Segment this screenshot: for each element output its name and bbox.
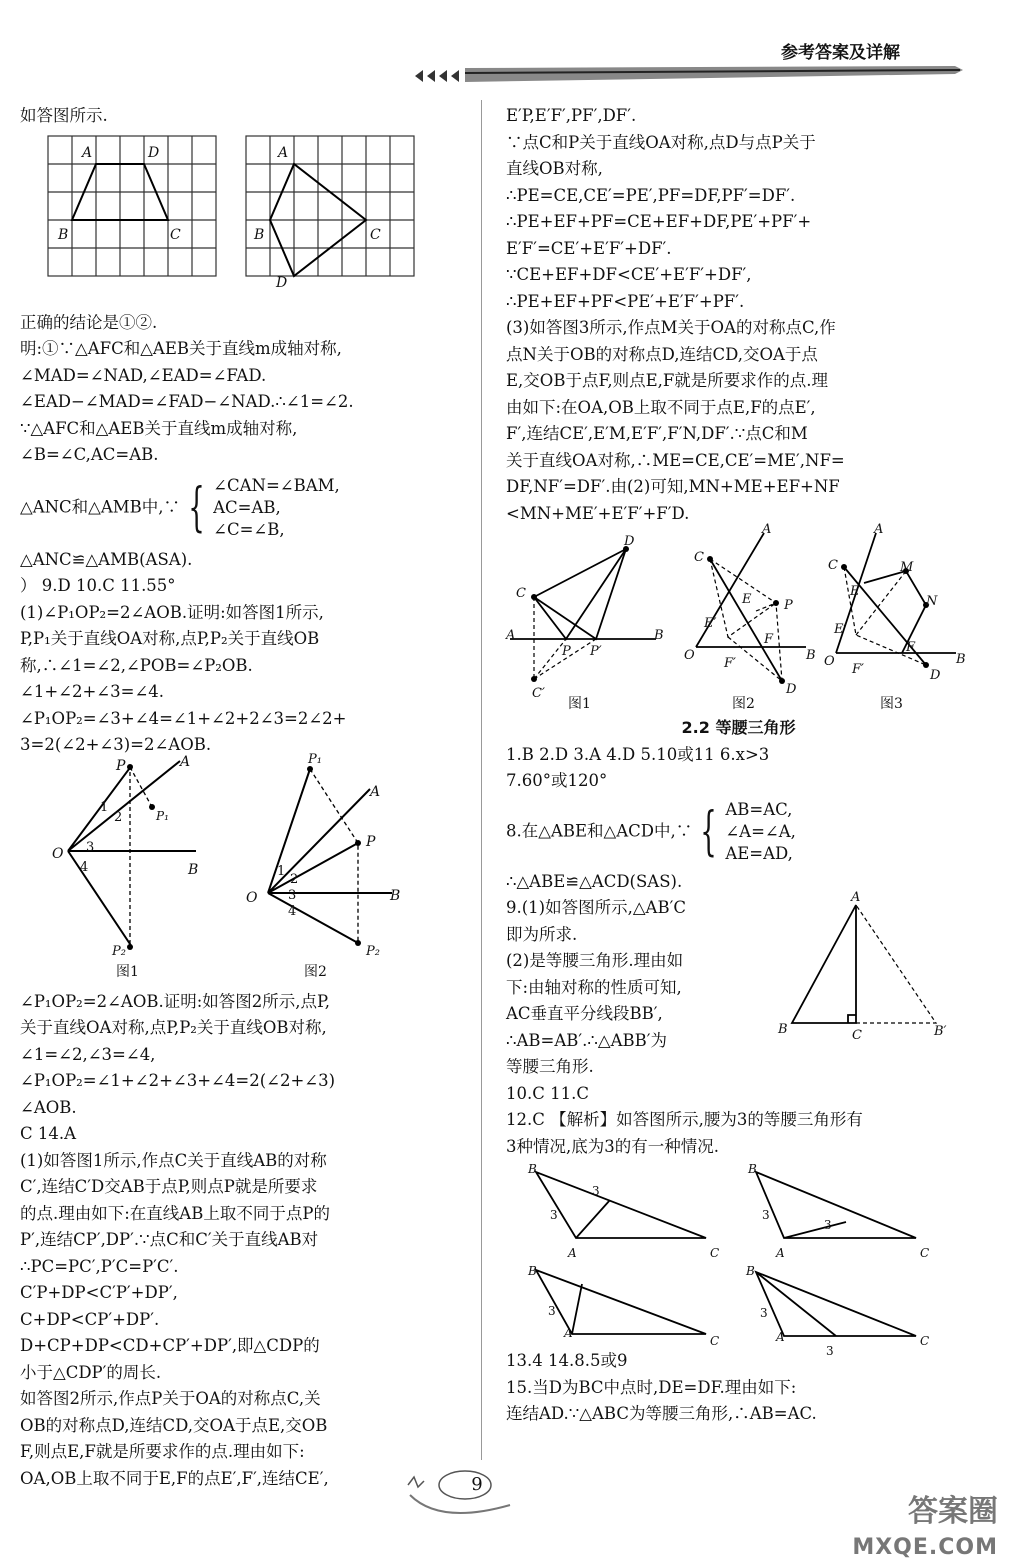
fig1-label: P	[562, 644, 571, 659]
fig1-label: P′	[590, 644, 602, 659]
system-line: ∠A=∠A,	[725, 821, 796, 841]
text-line: ∠B=∠C,AC=AB.	[20, 445, 159, 464]
iso-label: 3	[762, 1208, 770, 1222]
text-line: E,交OB于点F,则点E,F就是所要求作的点.理	[506, 371, 829, 390]
fig-caption: 图1	[116, 963, 139, 980]
grid2-label: B	[254, 226, 265, 243]
iso-label: C	[920, 1246, 930, 1260]
text-line: (1)如答图1所示,作点C关于直线AB的对称	[20, 1150, 327, 1170]
fig1-label: P	[116, 757, 126, 774]
iso-label: 3	[550, 1208, 558, 1222]
tri-label: B	[778, 1021, 788, 1037]
system-prefix: △ANC和△AMB中,∵	[20, 497, 181, 516]
text-line: 15.当D为BC中点时,DE=DF.理由如下:	[506, 1377, 797, 1397]
iso-label: C	[710, 1246, 720, 1260]
text-line: 由如下:在OA,OB上取不同于点E,F的点E′,	[506, 397, 816, 417]
fig1-label: 2	[114, 809, 123, 825]
text-line: 即为所求.	[506, 924, 578, 944]
text-line: 等腰三角形.	[506, 1057, 594, 1076]
iso-label: A	[776, 1246, 785, 1260]
system-line: AC=AB,	[213, 497, 281, 517]
text-line: E′P,E′F′,PF′,DF′.	[506, 106, 637, 125]
iso-label: A	[568, 1246, 577, 1260]
text-line: ∴PE+EF+PF=CE+EF+DF,PE′+PF′+	[506, 212, 812, 231]
text-line: ） 9.D 10.C 11.55°	[20, 576, 176, 595]
text-line: ∴PE=CE,CE′=PE′,PF=DF,PF′=DF′.	[506, 185, 796, 205]
grid2-label: D	[276, 274, 288, 291]
equation-system	[20, 475, 460, 541]
fig2-label: E′	[704, 616, 717, 631]
fig1-label: P₁	[156, 808, 169, 823]
fig3-label: N	[926, 594, 938, 609]
right-column	[506, 103, 971, 1428]
text-line: ∠1+∠2+∠3=∠4.	[20, 682, 165, 701]
text-line: ∠P₁OP₂=∠1+∠2+∠3+∠4=2(∠2+∠3)	[20, 1071, 336, 1090]
text-line: AC垂直平分线段BB′,	[506, 1004, 663, 1023]
fig2-label: A	[370, 783, 381, 800]
fig2-label: B	[806, 648, 816, 663]
text-line: ∴△ABE≌△ACD(SAS).	[506, 871, 683, 891]
text-line: 称,∴∠1=∠2,∠POB=∠P₂OB.	[20, 655, 253, 675]
grid1-label: D	[148, 144, 160, 161]
grid-figures	[20, 130, 460, 310]
text-line: 7.60°或120°	[506, 771, 608, 790]
text-line: 点N关于OB的对称点D,连结CD,交OA于点	[506, 344, 818, 364]
fig1-label: O	[52, 845, 64, 862]
text-line: 3种情况,底为3的有一种情况.	[506, 1136, 719, 1156]
text-line: 如答图所示.	[20, 106, 108, 125]
text-line: ∠AOB.	[20, 1097, 77, 1117]
fig2-label: O	[246, 889, 258, 906]
fig2-label: D	[786, 682, 797, 697]
system-line: ∠CAN=∠BAM,	[213, 475, 340, 495]
text-line: 1.B 2.D 3.A 4.D 5.10或11 6.x>3	[506, 744, 770, 764]
watermark-url: MXQE.COM	[852, 1535, 998, 1560]
column-divider	[481, 100, 482, 1460]
fig2-label: 1	[277, 863, 286, 879]
section-title: 2.2 等腰三角形	[681, 718, 796, 737]
iso-label: C	[710, 1334, 720, 1348]
text-line: C+DP<CP′+DP′.	[20, 1309, 160, 1329]
fig2-label: C	[694, 550, 704, 565]
text-line: ∠EAD−∠MAD=∠FAD−∠NAD.∴∠1=∠2.	[20, 392, 354, 411]
text-line: C 14.A	[20, 1124, 77, 1143]
fig3-label: E	[850, 584, 860, 599]
fig2-label: P₁	[308, 751, 322, 767]
grid1-label: A	[82, 144, 93, 161]
tri-label: A	[851, 889, 861, 905]
watermark-logo: 答案圈	[908, 1494, 998, 1529]
header-title: 参考答案及详解	[781, 43, 900, 63]
triangle-figure	[786, 899, 956, 1039]
text-line: 如答图2所示,作点P关于OA的对称点C,关	[20, 1389, 321, 1408]
page-number: 9	[471, 1474, 483, 1495]
text-line: P′,连结CP′,DP′.∵点C和C′关于直线AB对	[20, 1230, 319, 1249]
text-line: ∠1=∠2,∠3=∠4,	[20, 1044, 156, 1064]
symmetry-figures	[506, 522, 971, 715]
text-line: ∠P₁OP₂=∠3+∠4=∠1+∠2+2∠3=2∠2+	[20, 708, 347, 728]
text-line: 13.4 14.8.5或9	[506, 1351, 628, 1370]
text-line: ∴AB=AB′.∴△ABB′为	[506, 1030, 667, 1050]
text-line: △ANC≌△AMB(ASA).	[20, 549, 193, 569]
iso-label: B	[748, 1162, 757, 1176]
text-line: (3)如答图3所示,作点M关于OA的对称点C,作	[506, 318, 836, 337]
iso-label: 3	[824, 1218, 832, 1232]
angle-figures	[20, 751, 460, 989]
fig1-label: P₂	[112, 943, 126, 959]
text-line: 小于△CDP′的周长.	[20, 1362, 162, 1382]
fig2-label: O	[684, 648, 695, 663]
header-decor-bar	[415, 64, 965, 84]
grid2-label: A	[278, 144, 289, 161]
fig3-label: D	[930, 668, 941, 683]
text-line: ∠P₁OP₂=2∠AOB.证明:如答图2所示,点P,	[20, 991, 331, 1011]
fig-caption: 图2	[304, 963, 327, 980]
tri-label: C	[852, 1027, 862, 1043]
fig1-label: 4	[80, 859, 89, 875]
iso-label: A	[564, 1326, 573, 1340]
fig1-label: A	[506, 628, 516, 643]
equation-system	[506, 799, 971, 865]
text-line: ∵CE+EF+DF<CE′+E′F′+DF′,	[506, 265, 752, 284]
fig-caption: 图3	[880, 696, 903, 712]
system-line: ∠C=∠B,	[213, 519, 285, 539]
grid2-label: C	[370, 226, 381, 243]
fig1-label: B	[654, 628, 664, 643]
fig1-label: C′	[532, 686, 545, 701]
fig3-label: E′	[834, 622, 847, 637]
text-line: ∵点C和P关于直线OA对称,点D与点P关于	[506, 132, 816, 152]
system-lines	[725, 799, 796, 865]
fig2-label: F′	[724, 656, 736, 671]
text-line: 关于直线OA对称,∴ME=CE,CE′=ME′,NF=	[506, 450, 845, 470]
fig1-label: A	[180, 753, 191, 770]
fig-caption: 图1	[568, 696, 591, 712]
fig2-label: A	[762, 522, 772, 537]
brace: {	[188, 477, 205, 538]
fig3-label: F	[906, 640, 916, 655]
text-line: ∴PC=PC′,P′C=P′C′.	[20, 1256, 179, 1276]
fig2-label: E	[742, 592, 752, 607]
isosceles-figures	[506, 1160, 971, 1358]
fig2-label: 4	[288, 903, 297, 919]
left-column	[20, 103, 460, 1492]
fig2-label: B	[390, 887, 401, 904]
iso-label: B	[528, 1162, 537, 1176]
text-line: F′,连结CE′,E′M,E′F′,F′N,DF′.∵点C和M	[506, 424, 808, 443]
text-line: 下:由轴对称的性质可知,	[506, 977, 682, 997]
text-line: F,则点E,F就是所要求作的点.理由如下:	[20, 1442, 305, 1461]
system-line: AB=AC,	[725, 799, 793, 819]
text-line: 3=2(∠2+∠3)=2∠AOB.	[20, 735, 212, 754]
grid1-label: B	[58, 226, 69, 243]
text-line: (2)是等腰三角形.理由如	[506, 951, 684, 970]
fig2-label: P₂	[366, 943, 380, 959]
iso-label: 3	[592, 1184, 600, 1198]
text-line: ∵△AFC和△AEB关于直线m成轴对称,	[20, 418, 298, 438]
text-line: 10.C 11.C	[506, 1083, 589, 1103]
iso-label: B	[528, 1264, 537, 1278]
fig3-label: B	[956, 652, 966, 667]
text-line: E′F′=CE′+E′F′+DF′.	[506, 238, 672, 258]
text-line: DF,NF′=DF′.由(2)可知,MN+ME+EF+NF	[506, 477, 840, 496]
iso-label: A	[776, 1330, 785, 1344]
fig1-label: C	[516, 586, 526, 601]
text-line: 的点.理由如下:在直线AB上取不同于点P的	[20, 1203, 330, 1223]
text-line: 正确的结论是①②.	[20, 312, 158, 332]
text-line: 明:①∵△AFC和△AEB关于直线m成轴对称,	[20, 339, 342, 358]
fig3-label: M	[900, 560, 914, 575]
text-line: C′P+DP<C′P′+DP′,	[20, 1283, 178, 1302]
text-line: 关于直线OA对称,点P,P₂关于直线OB对称,	[20, 1018, 327, 1037]
text-line: OA,OB上取不同于E,F的点E′,F′,连结CE′,	[20, 1468, 329, 1488]
fig1-label: 1	[100, 799, 109, 815]
text-line: D+CP+DP<CD+CP′+DP′,即△CDP的	[20, 1336, 320, 1355]
fig3-label: C	[828, 558, 838, 573]
iso-label: 3	[548, 1304, 556, 1318]
fig3-label: A	[874, 522, 884, 537]
iso-label: 3	[760, 1306, 768, 1320]
fig1-label: D	[624, 534, 635, 549]
fig1-label: 3	[86, 839, 95, 855]
fig2-label: 3	[288, 887, 297, 903]
fig2-label: 2	[290, 871, 299, 887]
symmetry-figure-svg	[506, 527, 966, 715]
system-line: AE=AD,	[725, 843, 793, 863]
system-prefix: 8.在△ABE和△ACD中,∵	[506, 821, 693, 840]
text-line: 直线OB对称,	[506, 159, 603, 178]
fig2-label: P	[784, 598, 793, 613]
fig2-label: P	[366, 833, 376, 850]
text-line: P,P₁关于直线OA对称,点P,P₂关于直线OB	[20, 629, 320, 648]
fig2-label: F	[764, 632, 774, 647]
text-line: C′,连结C′D交AB于点P,则点P就是所要求	[20, 1177, 318, 1196]
text-line: (1)∠P₁OP₂=2∠AOB.证明:如答图1所示,	[20, 602, 324, 622]
tri-label: B′	[934, 1023, 947, 1039]
fig-caption: 图2	[732, 696, 755, 712]
text-line: 12.C 【解析】如答图所示,腰为3的等腰三角形有	[506, 1110, 863, 1129]
fig3-label: O	[824, 654, 835, 669]
iso-label: B	[746, 1264, 755, 1278]
fig1-label: B	[188, 861, 199, 878]
iso-label: 3	[826, 1344, 834, 1358]
text-line: <MN+ME′+E′F′+F′D.	[506, 503, 690, 523]
text-line: ∴PE+EF+PF<PE′+E′F′+PF′.	[506, 291, 745, 311]
system-lines	[213, 475, 340, 541]
iso-label: C	[920, 1334, 930, 1348]
q9-block	[506, 869, 971, 1081]
fig3-label: F′	[852, 662, 864, 677]
grid1-label: C	[170, 226, 181, 243]
text-line: OB的对称点D,连结CD,交OA于点E,交OB	[20, 1415, 328, 1435]
text-line: 9.(1)如答图所示,△AB′C	[506, 898, 686, 917]
brace: {	[700, 801, 718, 862]
text-line: 连结AD.∵△ABC为等腰三角形,∴AB=AC.	[506, 1404, 817, 1423]
text-line: ∠MAD=∠NAD,∠EAD=∠FAD.	[20, 365, 267, 385]
